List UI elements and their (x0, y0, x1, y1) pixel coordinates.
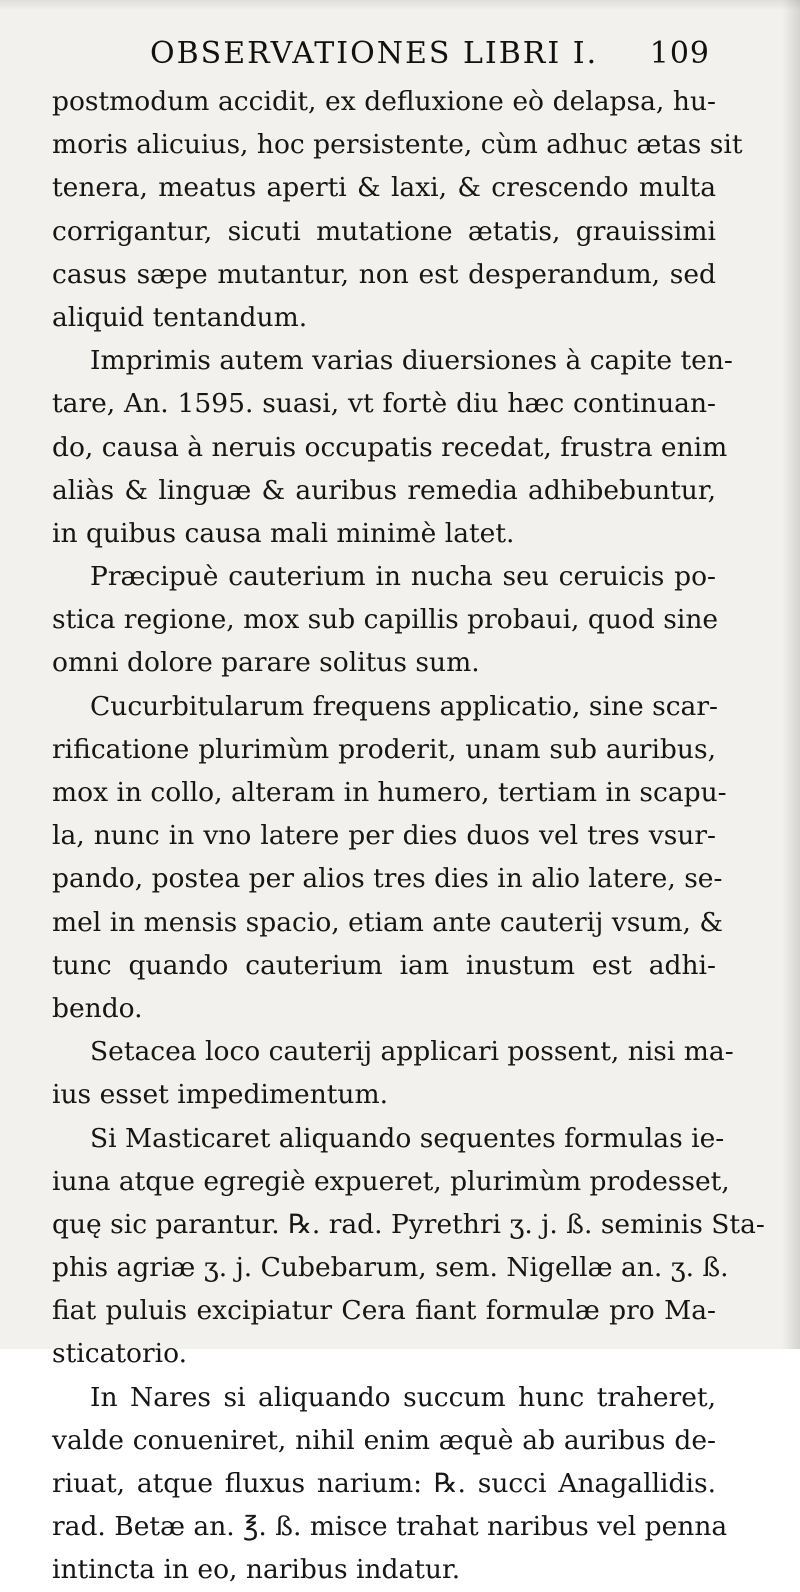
body-text (52, 80, 765, 1592)
text-line: phis agriæ ʒ. j. Cubebarum, sem. Nigellæ an. ʒ. ß. (52, 1252, 729, 1284)
text-line: postmodum accidit, ex defluxione eò delapsa, hu- (52, 86, 716, 117)
text-line: corrigantur, sicuti mutatione ætatis, grauissimi (52, 215, 716, 247)
text-line: Cucurbitularum frequens applicatio, sine scar- (90, 690, 718, 722)
text-line: tenera, meatus aperti & laxi, & crescendo multa (52, 172, 716, 204)
text-line: la, nunc in vno latere per dies duos vel tres vsur- (52, 820, 716, 852)
text-line: aliàs & linguæ & auribus remedia adhibebuntur, (52, 474, 716, 506)
text-line: Præcipuè cauterium in nucha seu ceruicis po- (90, 561, 716, 593)
page-top-shade (0, 0, 800, 10)
text-line: sticatorio. (52, 1338, 188, 1370)
text-line: rad. Betæ an. ℥. ß. misce trahat naribus vel penna (52, 1511, 728, 1543)
text-line: fiat puluis excipiatur Cera fiant formulæ pro Ma- (52, 1295, 716, 1327)
text-line: Setacea loco cauterij applicari possent, nisi ma- (90, 1036, 734, 1068)
text-line: valde conueniret, nihil enim æquè ab auribus de- (52, 1424, 716, 1456)
text-line: In Nares si aliquando succum hunc traheret, (90, 1381, 716, 1413)
text-line: bendo. (52, 992, 143, 1024)
text-line: Imprimis autem varias diuersiones à capite ten- (90, 345, 733, 377)
text-line: iuna atque egregiè expueret, plurimùm prodesset, (52, 1165, 730, 1197)
text-line: in quibus causa mali minimè latet. (52, 517, 515, 549)
text-line: tare, An. 1595. suasi, vt fortè diu hæc continuan- (52, 388, 716, 420)
text-line: riuat, atque fluxus narium: ℞. succi Anagallidis. (52, 1468, 716, 1499)
page-header (150, 36, 710, 86)
text-line: quę sic parantur. ℞. rad. Pyrethri ʒ. j. ß. seminis Sta- (52, 1208, 765, 1240)
text-line: rificatione plurimùm proderit, unam sub auribus, (52, 733, 716, 765)
text-line: mox in collo, alteram in humero, tertiam in scapu- (52, 777, 727, 808)
text-line: ius esset impedimentum. (52, 1079, 389, 1111)
text-line: omni dolore parare solitus sum. (52, 647, 480, 679)
text-line: mel in mensis spacio, etiam ante cauterij vsum, & (52, 906, 723, 938)
text-line: tunc quando cauterium iam inustum est adhi- (52, 949, 716, 981)
text-line: stica regione, mox sub capillis probaui, quod sine (52, 604, 719, 636)
text-line: casus sæpe mutantur, non est desperandum, sed (52, 258, 716, 290)
text-line: moris alicuius, hoc persistente, cùm adhuc ætas sit (52, 129, 743, 161)
text-line: pando, postea per alios tres dies in alio latere, se- (52, 863, 723, 895)
text-line: intincta in eo, naribus indatur. (52, 1554, 461, 1586)
text-line: Si Masticaret aliquando sequentes formulas ie- (90, 1122, 725, 1154)
page-edge-shadow (782, 0, 800, 1349)
text-line: do, causa à neruis occupatis recedat, frustra enim (52, 431, 728, 463)
text-line: aliquid tentandum. (52, 301, 308, 333)
page-number: 109 (649, 36, 710, 71)
running-head: OBSERVATIONES LIBRI I. (150, 36, 599, 71)
